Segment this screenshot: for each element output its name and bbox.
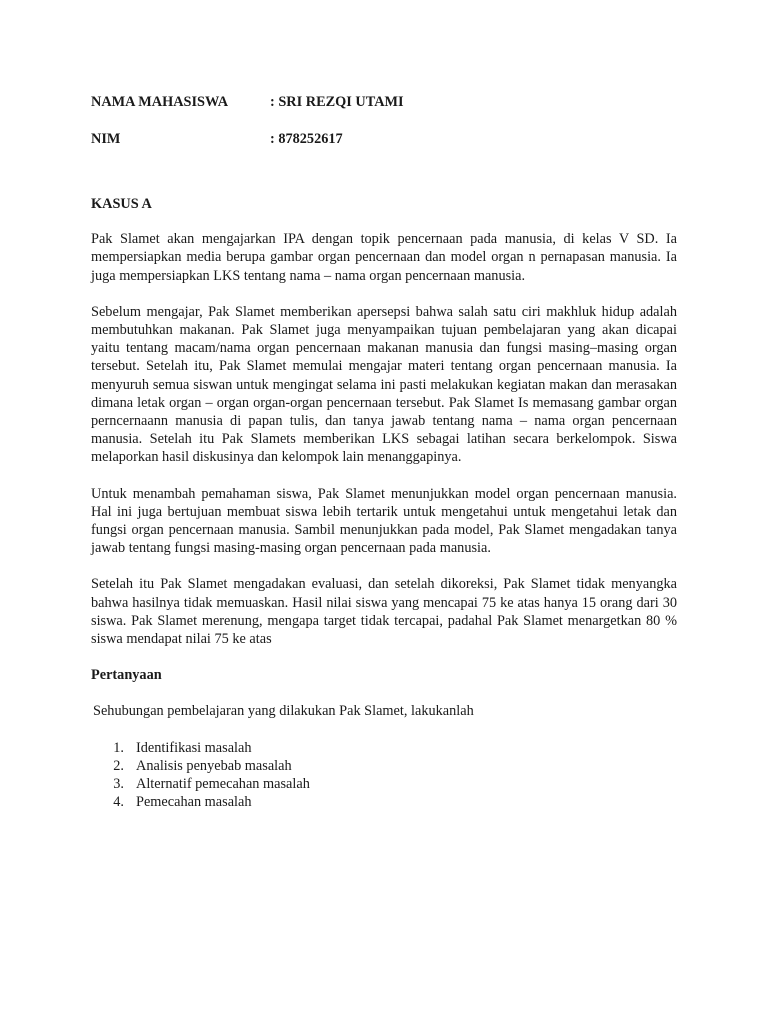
questions-intro: Sehubungan pembelajaran yang dilakukan Pak Slamet, lakukanlah <box>93 703 474 720</box>
student-name-row <box>91 93 677 111</box>
list-item-text: Pemecahan masalah <box>136 794 252 811</box>
questions-list <box>91 739 677 812</box>
list-item <box>91 757 677 775</box>
student-nim-row <box>91 130 677 148</box>
questions-title: Pertanyaan <box>91 667 162 684</box>
case-paragraph-4: Setelah itu Pak Slamet mengadakan evaluasi, dan setelah dikoreksi, Pak Slamet tidak menyangka bahwa hasilnya tidak memuaskan. Hasil nilai siswa yang mencapai 75 ke atas hanya 15 orang dari 30 siswa. Pak Slamet merenung, mengapa target tidak tercapai, padahal Pak Slamet menargetkan 80 % siswa mendapat nilai 75 ke atas <box>91 576 677 648</box>
document-page <box>91 93 677 811</box>
list-item-number: 3. <box>113 776 124 793</box>
case-paragraph-2: Sebelum mengajar, Pak Slamet memberikan apersepsi bahwa salah satu ciri makhluk hidup adalah membutuhkan makanan. Pak Slamet juga menyampaikan tujuan pembelajaran yang akan dicapai yaitu tentang macam/nama organ pencernaan makanan manusia dan fungsi masing–masing organ tersebut. Setelah itu, Pak Slamet memulai mengajar materi tentang organ pencernaan manusia. Ia menyuruh semua siswan untuk mengingat selama ini pasti melakukan kegiatan makan dan merasakan dimana letak organ – organ organ-organ pencernaan tersebut. Pak Slamet Is memasang gambar organ perncernaann manusia di papan tulis, dan tanya jawab tentang nama – nama organ pencernaan manusia. Setelah itu Pak Slamets memberikan LKS sebagai latihan secara berkelompok. Siswa melaporkan hasil diskusinya dan kelompok lain menanggapinya. <box>91 303 677 466</box>
case-paragraph-3: Untuk menambah pemahaman siswa, Pak Slamet menunjukkan model organ pencernaan manusia. Hal ini juga bertujuan membuat siswa lebih tertarik untuk mengetahui untuk mengetahui letak dan fungsi organ pencernaan manusia. Sambil menunjukkan pada model, Pak Slamet mengadakan tanya jawab tentang fungsi masing-masing organ pencernaan pada manusia. <box>91 485 677 557</box>
list-item <box>91 739 677 757</box>
case-paragraph-1: Pak Slamet akan mengajarkan IPA dengan topik pencernaan pada manusia, di kelas V SD. Ia mempersiapkan media berupa gambar organ pencernaan dan model organ n pernapasan manusia. Ia juga mempersiapkan LKS tentang nama – nama organ pencernaan manusia. <box>91 231 677 284</box>
list-item-text: Analisis penyebab masalah <box>136 757 292 774</box>
list-item <box>91 775 677 793</box>
student-nim-label: NIM <box>91 131 121 147</box>
student-nim-value: : 878252617 <box>270 131 343 147</box>
list-item-number: 4. <box>113 794 124 811</box>
list-item-number: 1. <box>113 739 124 756</box>
list-item-text: Identifikasi masalah <box>136 739 252 756</box>
list-item <box>91 793 677 811</box>
case-title: KASUS A <box>91 196 152 212</box>
student-name-label: NAMA MAHASISWA <box>91 94 229 110</box>
list-item-text: Alternatif pemecahan masalah <box>136 776 310 793</box>
student-name-value: : SRI REZQI UTAMI <box>270 94 404 110</box>
list-item-number: 2. <box>113 757 124 774</box>
